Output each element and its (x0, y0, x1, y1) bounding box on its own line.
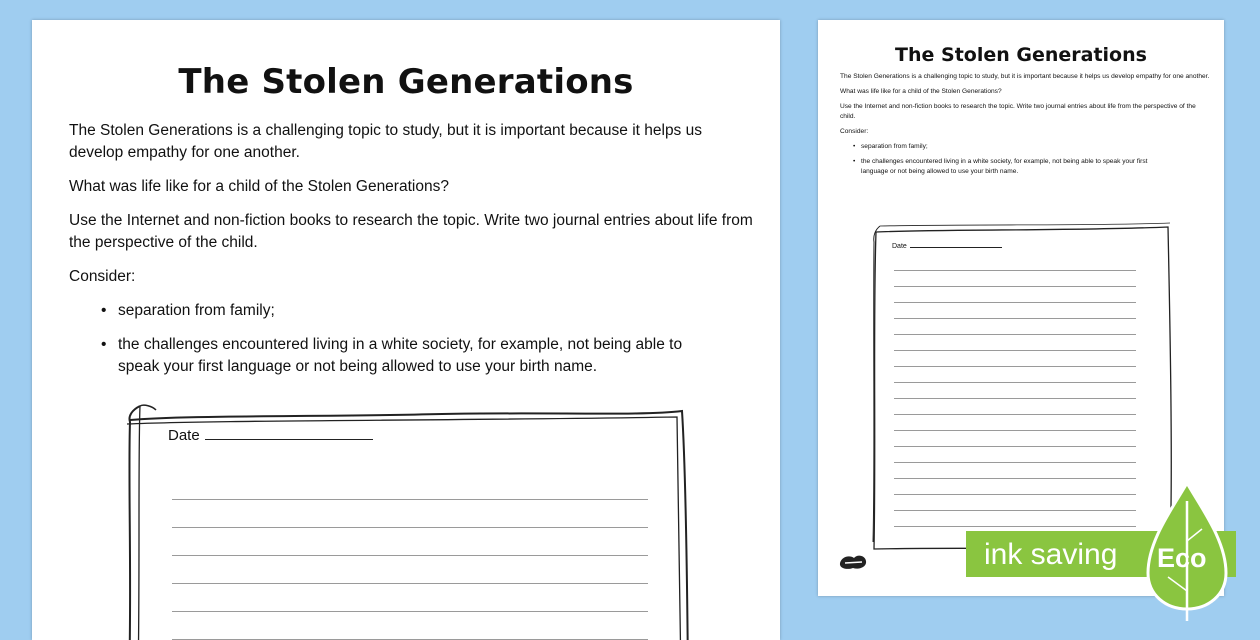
ink-saving-label: ink saving (984, 538, 1118, 571)
writing-line (894, 398, 1136, 399)
writing-line (894, 366, 1136, 367)
writing-line (894, 302, 1136, 303)
writing-line (894, 286, 1136, 287)
consider-label: Consider: (69, 268, 136, 285)
writing-line (894, 382, 1136, 383)
writing-line (894, 318, 1136, 319)
writing-line (894, 270, 1136, 271)
twinkl-logo-icon (838, 553, 868, 571)
ink-saving-eco-badge (966, 481, 1236, 621)
writing-line (172, 583, 648, 584)
list-item-text: separation from family; (118, 302, 275, 319)
list-item (840, 142, 1161, 152)
consider-list (840, 142, 1210, 177)
date-field (168, 425, 373, 444)
writing-line (894, 334, 1136, 335)
instruction-paragraph: Use the Internet and non-fiction books to research the topic. Write two journal entries about life from the perspective of the child. (69, 212, 753, 251)
list-item-text: the challenges encountered living in a white society, for example, not being able to speak your first language or not being allowed to use your birth name. (118, 336, 683, 375)
journal-entry-box (122, 398, 692, 640)
writing-line (172, 555, 648, 556)
bullet-icon: • (101, 336, 107, 353)
list-item-text: the challenges encountered living in a white society, for example, not being able to speak your first language or not being allowed to use your birth name. (861, 158, 1148, 175)
worksheet-body (840, 72, 1210, 182)
date-field (892, 240, 1002, 250)
instruction-paragraph: Use the Internet and non-fiction books to research the topic. Write two journal entries about life from the perspective of the child. (840, 103, 1196, 120)
writing-line (894, 430, 1136, 431)
bullet-icon: • (853, 158, 856, 165)
writing-line (172, 611, 648, 612)
bullet-icon: • (853, 143, 856, 150)
consider-label: Consider: (840, 128, 869, 135)
date-line (205, 425, 373, 440)
writing-line (894, 446, 1136, 447)
list-item (840, 157, 1161, 177)
question-paragraph: What was life like for a child of the Stolen Generations? (840, 88, 1002, 95)
question-paragraph: What was life like for a child of the Stolen Generations? (69, 178, 449, 195)
list-item (69, 334, 688, 378)
intro-paragraph: The Stolen Generations is a challenging topic to study, but it is important because it helps us develop empathy for one another. (69, 122, 702, 161)
intro-paragraph: The Stolen Generations is a challenging topic to study, but it is important because it helps us develop empathy for one another. (840, 73, 1210, 80)
writing-line (894, 478, 1136, 479)
eco-label: Eco (1157, 543, 1207, 573)
consider-list (69, 300, 759, 378)
list-item-text: separation from family; (861, 143, 928, 150)
writing-line (894, 414, 1136, 415)
writing-line (894, 350, 1136, 351)
bullet-icon: • (101, 302, 107, 319)
date-label: Date (892, 243, 907, 250)
worksheet-preview-large (32, 20, 780, 640)
list-item (69, 300, 688, 322)
writing-line (894, 462, 1136, 463)
date-label: Date (168, 427, 200, 444)
page-title: The Stolen Generations (895, 44, 1147, 66)
writing-line (172, 499, 648, 500)
writing-line (172, 527, 648, 528)
page-title: The Stolen Generations (178, 62, 634, 102)
worksheet-body (69, 120, 759, 390)
date-line (910, 240, 1002, 248)
